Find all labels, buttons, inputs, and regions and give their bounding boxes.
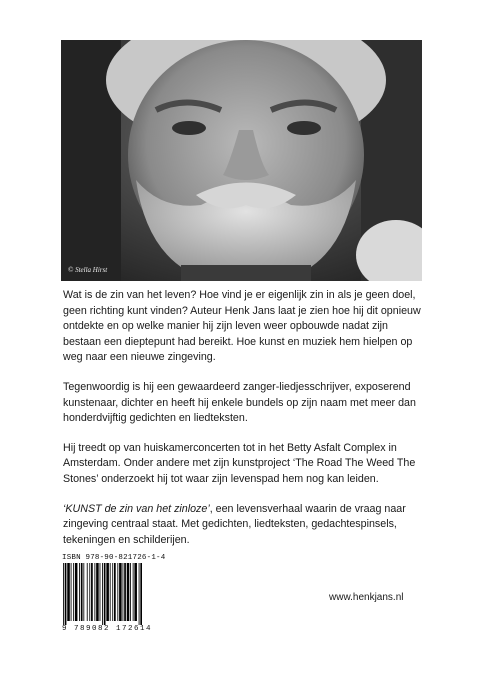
blurb-paragraph-2: Tegenwoordig is hij een gewaardeerd zanger-liedjesschrijver, exposerend kunstenaar, dichter en heeft hij enkele bundels op zijn naam met meer dan honderdvijftig gedichten en liedteksten.	[63, 380, 416, 425]
isbn-label: ISBN 978-90-821726-1-4	[62, 554, 166, 562]
photo-credit: © Stella Hirst	[68, 266, 108, 274]
author-portrait-image	[61, 40, 422, 281]
blurb-paragraph-1: Wat is de zin van het leven? Hoe vind je er eigenlijk zin in als je geen doel, geen richting kunt vinden? Auteur Henk Jans laat je zien hoe hij dit opnieuw ontdekte en op welke manier hij zijn leven weer opbouwde nadat zijn bestaan een dieptepunt had bereikt. Hoe kunst en muziek hem hielpen op weg naar een nieuwe zingeving.	[63, 289, 421, 364]
blurb-paragraph-3: Hij treedt op van huiskamerconcerten tot in het Betty Asfalt Complex in Amsterdam. Onder andere met zijn kunstproject ‘The Road The Weed The Stones’ onderzoekt hij tot waar zijn levenspad hem nog kan leiden.	[63, 441, 416, 485]
barcode-digits: 9 789082 172614	[62, 625, 153, 633]
author-photo	[61, 40, 422, 281]
website-url[interactable]: www.henkjans.nl	[329, 592, 404, 603]
blurb-paragraph-4	[63, 502, 423, 549]
back-cover-blurb	[63, 288, 423, 548]
barcode-bars	[62, 563, 142, 625]
book-title-italic: ‘KUNST de zin van het zinloze’	[63, 502, 210, 515]
blurb-paragraph-4-rest: , een levensverhaal waarin de vraag naar zingeving centraal staat. Met gedichten, liedteksten, gedachtespinsels, tekeningen en schilderijen.	[63, 502, 406, 546]
isbn-barcode	[62, 554, 166, 633]
